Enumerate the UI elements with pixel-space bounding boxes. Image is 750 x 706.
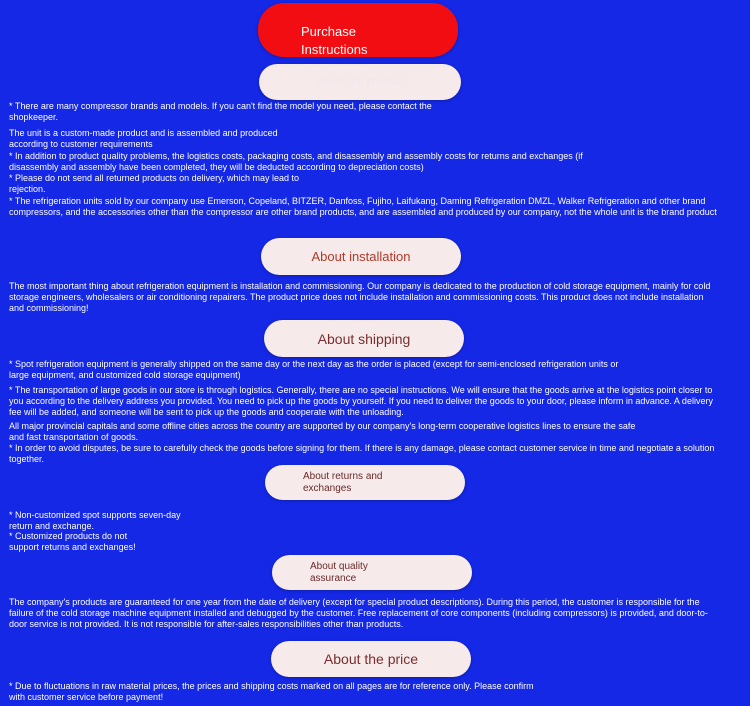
- about-shipping-title: About shipping: [317, 330, 411, 347]
- shipping-note-4: * In order to avoid disputes, be sure to carefully check the goods before signing for them. If there is any damage, please contact customer service in time and negotiate a solution together.: [9, 443, 715, 464]
- shipping-note-1: * Spot refrigeration equipment is generally shipped on the same day or the next day as the order is placed (except for semi-enclosed refrigeration units or large equipment, and customized cold storage equipment): [9, 359, 619, 380]
- installation-text: The most important thing about refrigeration equipment is installation and commissioning. Our company is dedicated to the production of cold storage equipment, mainly for cold storage engineers, wholesalers or air conditioning repairers. The product price does not include installation and commissioning costs. This product does not include installation and commissioning!: [9, 281, 711, 313]
- about-installation-title: About installation: [311, 249, 411, 264]
- about-returns-title: About returns and exchanges: [303, 470, 383, 494]
- about-price-title: About the price: [323, 651, 419, 667]
- about-product-header: [259, 64, 461, 100]
- purchase-note-3: * In addition to product quality problems, the logistics costs, packaging costs, and disassembly and assembly costs for returns and exchanges (if disassembly and assembly have been completed, they will be deducted according to depreciation costs): [9, 151, 583, 172]
- about-shipping-header: [264, 320, 464, 357]
- about-quality-header: [272, 555, 472, 590]
- about-installation-header: [261, 238, 461, 275]
- shipping-note-3: All major provincial capitals and some offline cities across the country are supported by our company's long-term cooperative logistics lines to ensure the safe and fast transportation of goods.: [9, 421, 636, 442]
- purchase-note-5: * The refrigeration units sold by our company use Emerson, Copeland, BITZER, Danfoss, Fujiho, Laifukang, Daming Refrigeration DMZL, Walker Refrigeration and other brand compressors, and the accessories other than the compressor are other brand products, and are assembled and produced by our company, not the whole unit is the brand product: [9, 196, 717, 217]
- returns-note-1: * Non-customized spot supports seven-day return and exchange.: [9, 510, 181, 531]
- about-returns-header: [265, 465, 465, 500]
- purchase-note-2: The unit is a custom-made product and is assembled and produced according to customer requirements: [9, 128, 278, 149]
- about-quality-title: About quality assurance: [310, 560, 368, 584]
- purchase-note-4: * Please do not send all returned products on delivery, which may lead to rejection.: [9, 173, 299, 194]
- purchase-instructions-header: [258, 3, 458, 57]
- about-price-header: [271, 641, 471, 677]
- purchase-instructions-title: Purchase Instructions: [301, 24, 368, 57]
- price-note: * Due to fluctuations in raw material prices, the prices and shipping costs marked on all pages are for reference only. Please confirm with customer service before payment!: [9, 681, 534, 702]
- returns-note-2: * Customized products do not support returns and exchanges!: [9, 531, 136, 552]
- purchase-note-1: * There are many compressor brands and models. If you can't find the model you need, please contact the shopkeeper.: [9, 101, 432, 122]
- about-product-title: About the product: [316, 76, 404, 88]
- quality-text: The company's products are guaranteed for one year from the date of delivery (except for special product descriptions). During this period, the customer is responsible for the failure of the cold storage machine equipment installed and debugged by the customer. Free replacement of core components (including compressors) is provided, and door-to-door service is not provided. It is not responsible for after-sales responsibilities other than products.: [9, 597, 708, 629]
- shipping-note-2: * The transportation of large goods in our store is through logistics. Generally, there are no special instructions. We will ensure that the goods arrive at the logistics point closer to you according to the delivery address you provided. You need to pick up the goods by yourself. If you need to deliver the goods to your door, please inform in advance. A delivery fee will be added, and someone will be sent to pick up the goods and cooperate with the unloading.: [9, 385, 713, 417]
